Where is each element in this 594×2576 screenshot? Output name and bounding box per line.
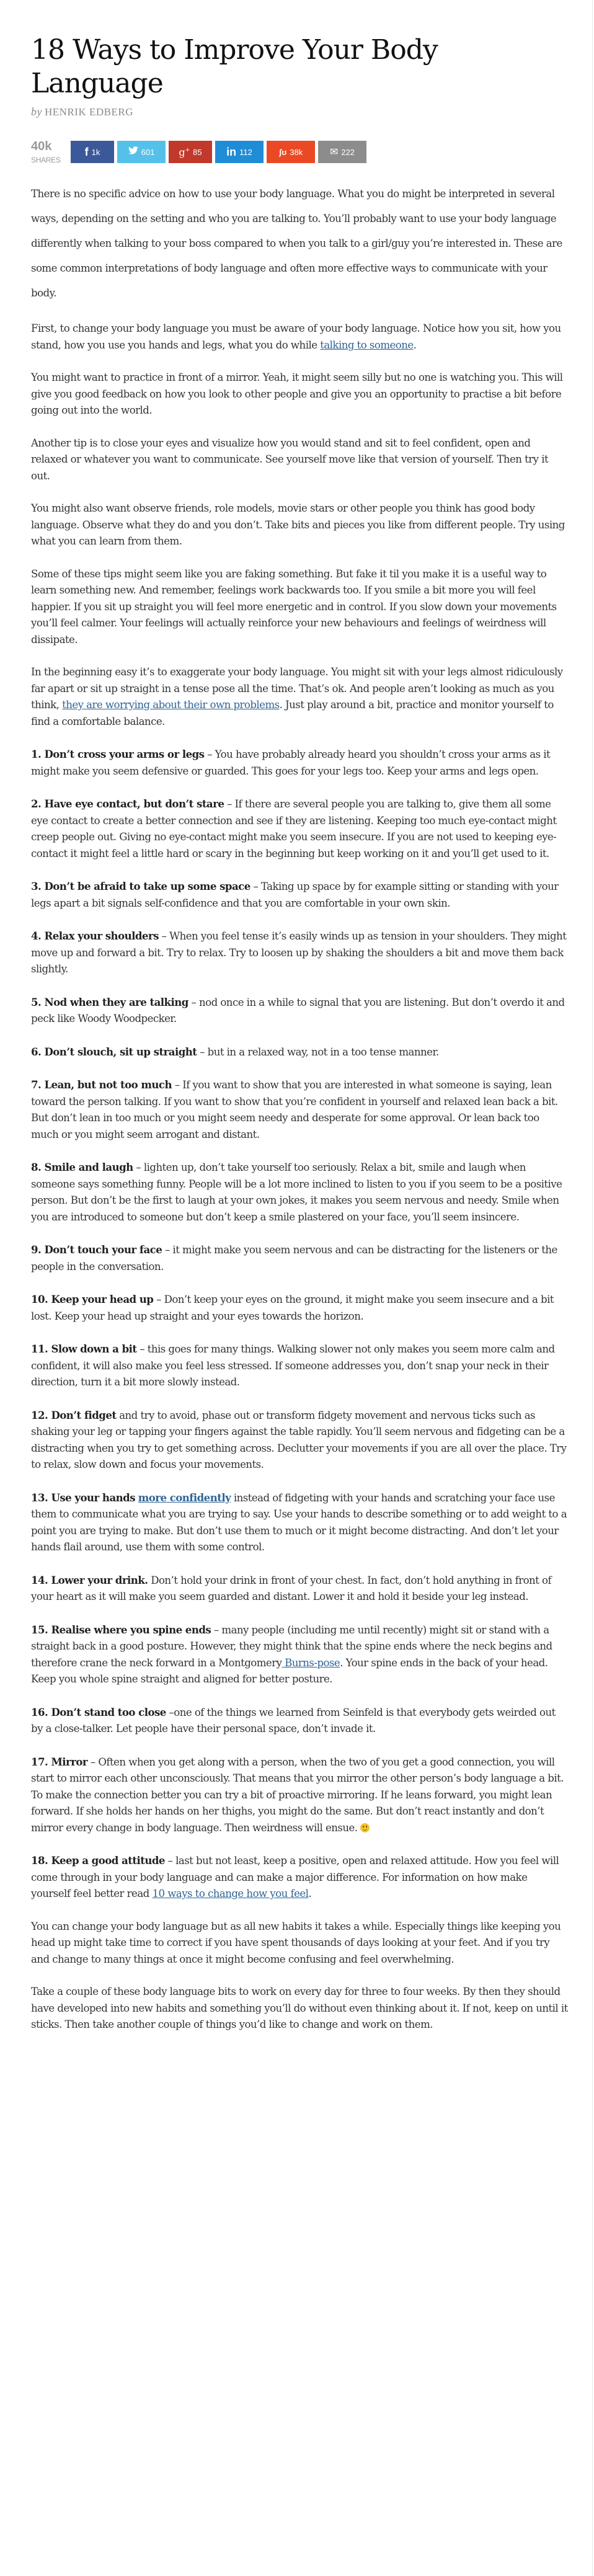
share-total [31,140,64,164]
tip-heading: 10. Keep your head up [31,1293,154,1305]
share-linkedin-button[interactable] [215,141,264,163]
google-plus-icon: g+ [179,146,190,158]
tip-14 [31,1572,569,1606]
paragraph-awareness [31,321,569,353]
paragraph-text: In the beginning easy it’s to exaggerate your body language. You might sit with your legs almost ridiculously far apart or sit up straight in a tense pose all the time. That’s ok. And people aren’t looking as much as you think, [31,666,563,711]
tip-heading: 9. Don’t touch your face [31,1243,162,1256]
tip-2 [31,796,569,862]
tip-15 [31,1622,569,1688]
tip-13 [31,1490,569,1556]
tip-heading: 11. Slow down a bit [31,1343,137,1355]
paragraph-fake-it: Some of these tips might seem like you are faking something. But fake it til you make it is a useful way to learn something new. And remember, feelings work backwards too. If you smile a bit more you will feel happier. If you sit up straight you will feel more energetic and in control. If you slow down your movements you’ll feel calmer. Your feelings will actually reinforce your new behaviours and feelings of weirdness will dissipate. [31,567,557,646]
share-facebook-button[interactable] [71,141,114,163]
share-linkedin-count: 112 [239,147,252,157]
tip-heading: 8. Smile and laugh [31,1161,133,1173]
share-stumbleupon-count: 38k [290,147,303,157]
tip-text: – this goes for many things. Walking slower not only makes you seem more calm and confident, it will also make you feel less stressed. If someone addresses you, don’t snap your neck in their direction, turn it a bit more slowly instead. [31,1343,555,1388]
more-confidently-link[interactable]: more confidently [138,1491,231,1504]
paragraph-text: . [413,339,417,351]
tip-12 [31,1407,569,1473]
tip-text-after: . Your spine ends in the back of your head. Keep you whole spine straight and aligned for better posture. [31,1656,548,1685]
paragraph-visualize: Another tip is to close your eyes and visualize how you would stand and sit to feel confident, open and relaxed or whatever you want to communicate. See yourself move like that version of yourself. Then try it out. [31,437,549,482]
tip-1 [31,746,569,779]
share-total-label: SHARES [31,156,61,164]
tip-text: – last but not least, keep a positive, open and relaxed attitude. How you feel will come through in your body language and can make a major difference. For information on how make yourself feel better read [31,1855,559,1899]
paragraph-text: . Just play around a bit, practice and monitor yourself to find a comfortable balance. [31,699,554,727]
tip-11 [31,1341,569,1391]
tip-9 [31,1241,569,1275]
tip-text: Don’t hold your drink in front of your chest. In fact, don’t hold anything in front of your heart as it will make you seem guarded and distant. Lower it and hold it beside your leg instead. [31,1574,552,1602]
tip-text: – Taking up space by for example sitting or standing with your legs apart a bit signals self-confidence and that you are comfortable in your own skin. [31,881,559,909]
share-email-button[interactable] [318,141,366,163]
article-body [31,182,569,2033]
tip-10 [31,1291,569,1325]
share-stumbleupon-button[interactable] [267,141,315,163]
share-twitter-count: 601 [141,147,155,157]
tip-18 [31,1852,569,1903]
author-link[interactable]: HENRIK EDBERG [45,106,133,118]
article-title: 18 Ways to Improve Your Body Language [31,34,438,99]
tip-heading: 3. Don’t be afraid to take up some space [31,880,250,892]
share-email-count: 222 [341,147,355,157]
tip-text: – Often when you get along with a person, when the two of you get a good connection, you will start to mirror each other unconsciously. That means that you mirror the other person’s body language a bit. To make the connection better you can try a bit of proactive mirroring. If he leans forward, you might lean forward. If she holds her hands on her thighs, you might do the same. But don’t react instantly and don’t mirror every change in body language. Then weirdness will ensue. [31,1756,564,1834]
tip-text: – but in a relaxed way, not in a too tense manner. [197,1046,439,1058]
tip-heading: 2. Have eye contact, but don’t stare [31,797,224,810]
outro-paragraph-habits: You can change your body language but as all new habits it takes a while. Especially things like keeping you head up might take time to correct if you have spent thousands of days looking at your feet. And if you try and change to many things at once it might become confusing and feel overwhelming. [31,1920,561,1965]
tip-heading: 18. Keep a good attitude [31,1854,165,1867]
tip-heading: 16. Don’t stand too close [31,1705,166,1718]
tip-heading: 4. Relax your shoulders [31,930,159,942]
burns-pose-link[interactable]: Burns-pose [281,1656,340,1669]
share-total-count: 40k [31,140,52,153]
paragraph-mirror-practice: You might want to practice in front of a mirror. Yeah, it might seem silly but no one is watching you. This will give you good feedback on how you look to other people and give you an opportunity to practise a bit before going out into the world. [31,371,563,416]
tip-16 [31,1704,569,1738]
smiley-face-icon [360,1823,370,1832]
paragraph-observe: You might also want observe friends, role models, movie stars or other people you think has good body language. Observe what they do and you don’t. Take bits and pieces you like from different people. Try using what you can learn from them. [31,502,565,547]
tip-text: – If you want to show that you are interested in what someone is saying, lean toward the person talking. If you want to show that you’re confident in yourself and relaxed lean back a bit. But don’t lean in too much or you might seem needy and desperate for some approval. Or lean back too much or you might seem arrogant and distant. [31,1079,558,1140]
facebook-icon: f [84,145,89,158]
tip-heading: 13. Use your hands [31,1491,136,1504]
tip-text: instead of fidgeting with your hands and scratching your face use them to communicate what you are trying to say. Use your hands to describe something or to add weight to a point you are trying to make. But don’t use them to much or it might become distracting. And don’t let your hands flail around, use them with some control. [31,1491,567,1553]
tip-text: – lighten up, don’t take yourself too seriously. Relax a bit, smile and laugh when someone says something funny. People will be a lot more inclined to listen to you if you seem to be a positive person. But don’t be the first to laugh at your own jokes, it makes you seem nervous and needy. Smile when you are introduced to someone but don’t keep a smile plastered on your face, you’ll seem insincere. [31,1161,562,1223]
tip-heading: 6. Don’t slouch, sit up straight [31,1045,197,1058]
tip-heading: 5. Nod when they are talking [31,995,188,1008]
worrying-problems-link[interactable]: they are worrying about their own problems [62,699,280,711]
intro-paragraph: There is no specific advice on how to use your body language. What you do might be interpreted in several ways, depending on the setting and who you are talking to. You’ll probably want to use your body language differently when talking to your boss compared to when you talk to a girl/guy you’re interested in. These are some common interpretations of body language and often more effective ways to communicate with your body. [31,188,562,299]
outro-paragraph-practice: Take a couple of these body language bits to work on every day for three to four weeks. By then they should have developed into new habits and something you’ll do without even thinking about it. If not, keep on until it sticks. Then take another couple of things you’d like to change and work on them. [31,1986,568,2030]
tip-3 [31,878,569,912]
share-facebook-count: 1k [91,147,100,157]
share-google-plus-button[interactable] [169,141,212,163]
paragraph-text: First, to change your body language you must be aware of your body language. Notice how you sit, how you stand, how you use you hands and legs, what you do while [31,322,561,351]
tip-7 [31,1077,569,1143]
tip-heading: 12. Don’t fidget [31,1408,117,1421]
tip-text: and try to avoid, phase out or transform fidgety movement and nervous ticks such as shaking your leg or tapping your fingers against the table rapidly. You’ll seem nervous and fidgeting can be a distracting when you try to get something across. Declutter your movements if you are all over the place. Try to relax, slow down and focus your movements. [31,1409,567,1470]
share-twitter-button[interactable] [117,141,166,163]
tip-heading: 14. Lower your drink. [31,1573,148,1586]
tip-text: – many people (including me until recently) might sit or stand with a straight back in a good posture. However, they might think that the spine ends where the neck begins and therefore crane the neck forward in a Montgomery [31,1623,552,1669]
linkedin-icon: in [226,145,237,158]
byline-prefix: by [31,105,42,118]
tip-text: –one of the things we learned from Seinfeld is that everybody gets weirded out by a close-talker. Let people have their personal space, don’t invade it. [31,1706,556,1734]
tip-text-after: . [308,1888,312,1899]
email-envelope-icon: ✉ [329,147,339,158]
tip-text: – You have probably already heard you shouldn’t cross your arms as it might make you seem defensive or guarded. This goes for your legs too. Keep your arms and legs open. [31,748,551,777]
tip-5 [31,994,569,1028]
tip-heading: 15. Realise where you spine ends [31,1623,211,1636]
tip-4 [31,928,569,978]
tip-text: – Don’t keep your eyes on the ground, it might make you seem insecure and a bit lost. Keep your head up straight and your eyes towards the horizon. [31,1294,554,1322]
tip-heading: 1. Don’t cross your arms or legs [31,748,205,760]
tip-text: – it might make you seem nervous and can be distracting for the listeners or the people in the conversation. [31,1244,557,1272]
tip-text: – nod once in a while to signal that you are listening. But don’t overdo it and peck like Woody Woodpecker. [31,996,565,1024]
tip-17 [31,1754,569,1837]
share-google-plus-count: 85 [193,147,202,157]
talking-to-someone-link[interactable]: talking to someone [320,339,414,351]
tip-text: – If there are several people you are talking to, give them all some eye contact to create a better connection and see if they are listening. Keeping too much eye-contact might creep people out. Giving no eye-contact might make you seem insecure. If you are not used to keeping eye-contact it might feel a little hard or scary in the beginning but keep working on it and you’ll get used to it. [31,798,557,859]
change-how-you-feel-link[interactable]: 10 ways to change how you feel [152,1888,309,1899]
tip-6 [31,1044,569,1061]
stumbleupon-icon: ʃʊ [278,147,287,157]
tip-heading: 7. Lean, but not too much [31,1078,172,1091]
paragraph-exaggerate [31,664,569,730]
twitter-bird-icon [128,146,138,158]
share-bar [31,140,569,164]
byline [31,105,569,118]
tip-text: – When you feel tense it’s easily winds up as tension in your shoulders. They might move up and forward a bit. Try to relax. Try to loosen up by shaking the shoulders a bit and move them back slightly. [31,930,567,975]
tip-8 [31,1159,569,1225]
tip-heading: 17. Mirror [31,1755,88,1768]
